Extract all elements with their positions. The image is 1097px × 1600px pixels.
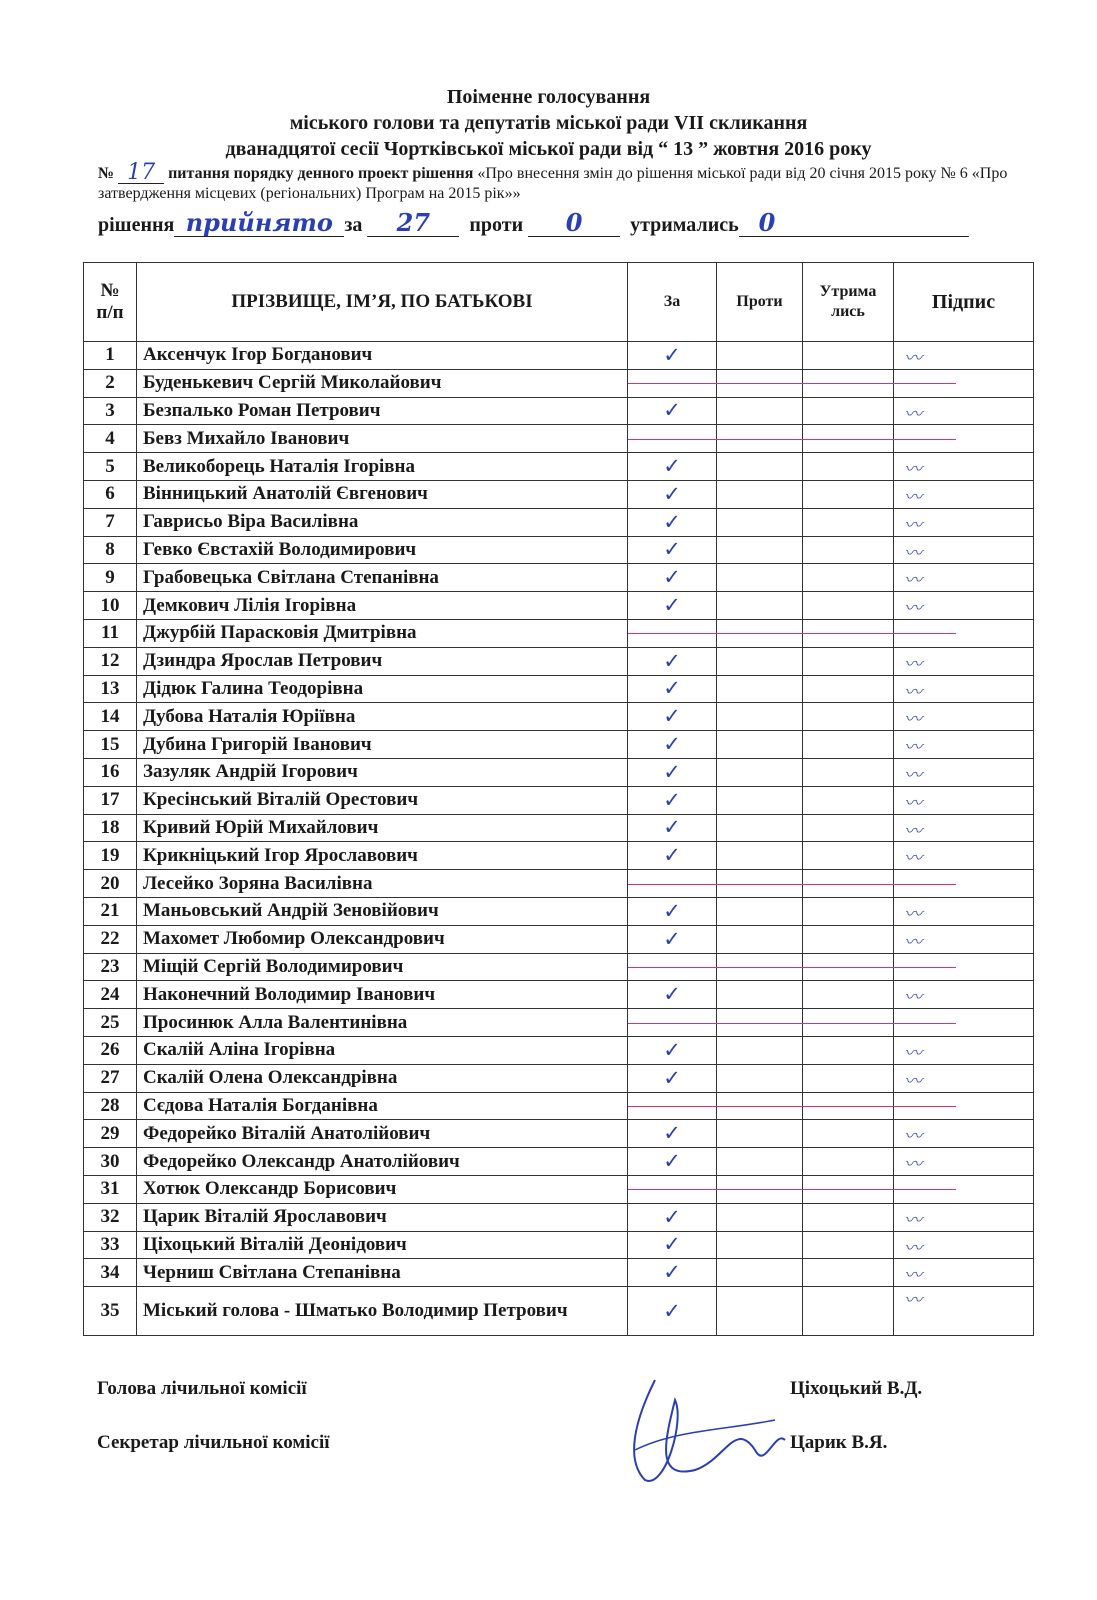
signature-mark: 〰 — [904, 1154, 920, 1176]
row-name: Дідюк Галина Теодорівна — [137, 675, 628, 703]
header-name: ПРІЗВИЩЕ, ІМ’Я, ПО БАТЬКОВІ — [137, 263, 628, 342]
row-proty — [717, 897, 803, 925]
signature-mark: 〰 — [904, 542, 920, 564]
row-utrym — [803, 1064, 894, 1092]
row-signature — [894, 1287, 1034, 1336]
row-za — [628, 1009, 717, 1037]
row-signature — [894, 536, 1034, 564]
table-row — [84, 1092, 1034, 1120]
table-row — [84, 369, 1034, 397]
header-num: № п/п — [84, 263, 137, 342]
signature-mark: 〰 — [904, 459, 920, 481]
row-proty — [717, 342, 803, 370]
row-proty — [717, 564, 803, 592]
header-utrym: Утрима лись — [803, 263, 894, 342]
row-proty — [717, 1064, 803, 1092]
row-name: Дубова Наталія Юріївна — [137, 703, 628, 731]
document-header — [0, 84, 1097, 162]
row-signature — [894, 1036, 1034, 1064]
signature-mark: 〰 — [904, 1126, 920, 1148]
signature-mark: 〰 — [904, 1070, 920, 1092]
row-number: 28 — [84, 1092, 137, 1120]
row-name: Зазуляк Андрій Ігорович — [137, 758, 628, 786]
row-number: 18 — [84, 814, 137, 842]
row-number: 1 — [84, 342, 137, 370]
signature-mark: 〰 — [904, 903, 920, 925]
row-name: Грабовецька Світлана Степанівна — [137, 564, 628, 592]
row-name: Джурбій Парасковія Дмитрівна — [137, 619, 628, 647]
row-name: Федорейко Олександр Анатолійович — [137, 1148, 628, 1176]
row-number: 5 — [84, 453, 137, 481]
table-row — [84, 870, 1034, 898]
row-signature — [894, 592, 1034, 620]
row-signature — [894, 342, 1034, 370]
row-proty — [717, 1148, 803, 1176]
agenda-topic — [98, 160, 1028, 204]
table-row — [84, 1036, 1034, 1064]
secretary-label: Секретар лічильної комісії — [97, 1432, 330, 1453]
row-name: Безпалько Роман Петрович — [137, 397, 628, 425]
row-signature — [894, 758, 1034, 786]
row-signature — [894, 897, 1034, 925]
signature-mark: 〰 — [904, 1265, 920, 1287]
table-row — [84, 564, 1034, 592]
row-signature — [894, 675, 1034, 703]
table-row — [84, 981, 1034, 1009]
row-utrym — [803, 647, 894, 675]
row-za: ✓ — [628, 536, 717, 564]
row-za: ✓ — [628, 1231, 717, 1259]
row-name: Великоборець Наталія Ігорівна — [137, 453, 628, 481]
against-value: 0 — [528, 210, 620, 237]
row-za: ✓ — [628, 1036, 717, 1064]
row-za — [628, 425, 717, 453]
row-proty — [717, 397, 803, 425]
row-number: 13 — [84, 675, 137, 703]
topic-text: «Про внесення змін до рішення міської ради від 20 січня 2015 року № 6 «Про затвердження місцевих (регіональних) Програм на 2015 рік»» — [98, 165, 1008, 202]
row-za — [628, 369, 717, 397]
table-row — [84, 953, 1034, 981]
signature-mark: 〰 — [904, 653, 920, 675]
row-name: Кривий Юрій Михайлович — [137, 814, 628, 842]
row-proty — [717, 814, 803, 842]
row-name: Хотюк Олександр Борисович — [137, 1175, 628, 1203]
row-utrym — [803, 814, 894, 842]
row-name: Федорейко Віталій Анатолійович — [137, 1120, 628, 1148]
row-number: 17 — [84, 786, 137, 814]
table-row — [84, 1009, 1034, 1037]
row-utrym — [803, 1203, 894, 1231]
table-header-row — [84, 263, 1034, 342]
row-number: 12 — [84, 647, 137, 675]
table-row — [84, 536, 1034, 564]
row-name: Царик Віталій Ярославович — [137, 1203, 628, 1231]
table-row — [84, 1175, 1034, 1203]
table-row — [84, 1120, 1034, 1148]
row-utrym — [803, 342, 894, 370]
table-row — [84, 731, 1034, 759]
row-name: Скалій Аліна Ігорівна — [137, 1036, 628, 1064]
header-session: дванадцятої сесії Чортківської міської ради від “ 13 ” жовтня 2016 року — [225, 138, 872, 160]
row-name: Маньовський Андрій Зеновійович — [137, 897, 628, 925]
table-row — [84, 897, 1034, 925]
row-number: 24 — [84, 981, 137, 1009]
chair-label: Голова лічильної комісії — [97, 1378, 307, 1399]
row-proty — [717, 1203, 803, 1231]
against-label: проти — [469, 214, 524, 236]
table-row — [84, 619, 1034, 647]
signature-mark: 〰 — [904, 598, 920, 620]
for-value: 27 — [367, 210, 459, 237]
row-za: ✓ — [628, 758, 717, 786]
row-za: ✓ — [628, 1148, 717, 1176]
table-row — [84, 842, 1034, 870]
row-proty — [717, 703, 803, 731]
signature-mark: 〰 — [904, 514, 920, 536]
row-utrym — [803, 592, 894, 620]
row-utrym — [803, 480, 894, 508]
table-row — [84, 425, 1034, 453]
topic-bold: питання порядку денного проект рішення — [168, 165, 474, 182]
row-utrym — [803, 925, 894, 953]
row-number: 11 — [84, 619, 137, 647]
row-signature — [894, 703, 1034, 731]
table-row — [84, 675, 1034, 703]
row-za — [628, 1092, 717, 1120]
table-row — [84, 647, 1034, 675]
row-name: Буденькевич Сергій Миколайович — [137, 369, 628, 397]
row-utrym — [803, 758, 894, 786]
header-title: Поіменне голосування — [446, 86, 651, 108]
row-signature — [894, 564, 1034, 592]
signature-mark: 〰 — [904, 737, 920, 759]
row-name: Наконечний Володимир Іванович — [137, 981, 628, 1009]
row-number: 8 — [84, 536, 137, 564]
row-signature — [894, 842, 1034, 870]
row-number: 16 — [84, 758, 137, 786]
row-za: ✓ — [628, 1259, 717, 1287]
row-za: ✓ — [628, 842, 717, 870]
row-number: 15 — [84, 731, 137, 759]
row-signature — [894, 786, 1034, 814]
chair-name: Ціхоцький В.Д. — [790, 1378, 923, 1399]
row-utrym — [803, 1148, 894, 1176]
row-name: Дубина Григорій Іванович — [137, 731, 628, 759]
row-za: ✓ — [628, 342, 717, 370]
row-utrym — [803, 897, 894, 925]
row-number: 21 — [84, 897, 137, 925]
row-signature — [894, 814, 1034, 842]
table-row — [84, 592, 1034, 620]
row-number: 2 — [84, 369, 137, 397]
row-signature — [894, 619, 1034, 647]
topic-num-prefix: № — [98, 165, 115, 182]
abstain-label: утримались — [630, 214, 739, 236]
row-utrym — [803, 397, 894, 425]
row-number: 33 — [84, 1231, 137, 1259]
row-signature — [894, 925, 1034, 953]
row-name: Гаврисьо Віра Василівна — [137, 508, 628, 536]
table-row — [84, 814, 1034, 842]
table-row — [84, 480, 1034, 508]
row-za: ✓ — [628, 1287, 717, 1336]
row-number: 6 — [84, 480, 137, 508]
signature-mark: 〰 — [904, 1042, 920, 1064]
row-signature — [894, 425, 1034, 453]
header-proty: Проти — [717, 263, 803, 342]
row-utrym — [803, 1287, 894, 1336]
row-za: ✓ — [628, 508, 717, 536]
row-za: ✓ — [628, 592, 717, 620]
row-za: ✓ — [628, 453, 717, 481]
row-proty — [717, 508, 803, 536]
row-proty — [717, 1120, 803, 1148]
row-name: Демкович Лілія Ігорівна — [137, 592, 628, 620]
header-subtitle: міського голови та депутатів міської ради VII скликання — [289, 112, 808, 134]
table-body — [84, 342, 1034, 1336]
row-proty — [717, 731, 803, 759]
row-utrym — [803, 703, 894, 731]
row-proty — [717, 1287, 803, 1336]
row-number: 4 — [84, 425, 137, 453]
table-row — [84, 758, 1034, 786]
row-name: Вінницький Анатолій Євгенович — [137, 480, 628, 508]
signature-mark: 〰 — [904, 1209, 920, 1231]
abstain-value: 0 — [739, 210, 969, 237]
row-proty — [717, 453, 803, 481]
signature-mark: 〰 — [904, 1290, 920, 1312]
signature-mark: 〰 — [904, 348, 920, 369]
row-number: 26 — [84, 1036, 137, 1064]
row-utrym — [803, 508, 894, 536]
row-za: ✓ — [628, 480, 717, 508]
row-name: Крикніцький Ігор Ярославович — [137, 842, 628, 870]
table-row — [84, 1064, 1034, 1092]
row-name: Міський голова - Шматько Володимир Петрович — [137, 1287, 628, 1336]
signature-mark: 〰 — [904, 709, 920, 731]
for-label: за — [344, 214, 363, 236]
row-proty — [717, 592, 803, 620]
signature-mark: 〰 — [904, 987, 920, 1009]
row-number: 14 — [84, 703, 137, 731]
signature-mark: 〰 — [904, 681, 920, 703]
table-row — [84, 786, 1034, 814]
table-row — [84, 1148, 1034, 1176]
row-signature — [894, 453, 1034, 481]
row-proty — [717, 758, 803, 786]
row-number: 35 — [84, 1287, 137, 1336]
row-utrym — [803, 981, 894, 1009]
row-signature — [894, 731, 1034, 759]
row-proty — [717, 647, 803, 675]
row-signature — [894, 953, 1034, 981]
row-za — [628, 619, 717, 647]
row-name: Гевко Євстахій Володимирович — [137, 536, 628, 564]
row-number: 19 — [84, 842, 137, 870]
row-za — [628, 1175, 717, 1203]
row-utrym — [803, 1259, 894, 1287]
row-signature — [894, 1064, 1034, 1092]
row-za: ✓ — [628, 397, 717, 425]
row-utrym — [803, 786, 894, 814]
row-signature — [894, 1175, 1034, 1203]
row-utrym — [803, 842, 894, 870]
row-za: ✓ — [628, 703, 717, 731]
row-za: ✓ — [628, 925, 717, 953]
row-name: Ціхоцький Віталій Деонідович — [137, 1231, 628, 1259]
row-number: 9 — [84, 564, 137, 592]
decision-line — [98, 210, 1028, 237]
row-za: ✓ — [628, 897, 717, 925]
row-number: 7 — [84, 508, 137, 536]
row-number: 34 — [84, 1259, 137, 1287]
row-signature — [894, 480, 1034, 508]
row-za: ✓ — [628, 1120, 717, 1148]
secretary-name: Царик В.Я. — [790, 1432, 888, 1453]
table-row — [84, 453, 1034, 481]
row-number: 20 — [84, 870, 137, 898]
signature-mark: 〰 — [904, 764, 920, 786]
row-proty — [717, 1036, 803, 1064]
row-utrym — [803, 453, 894, 481]
row-za: ✓ — [628, 1064, 717, 1092]
header-za: За — [628, 263, 717, 342]
table-row — [84, 397, 1034, 425]
row-number: 29 — [84, 1120, 137, 1148]
signature-mark: 〰 — [904, 820, 920, 842]
row-signature — [894, 1009, 1034, 1037]
row-za: ✓ — [628, 647, 717, 675]
row-za: ✓ — [628, 564, 717, 592]
table-row — [84, 703, 1034, 731]
row-utrym — [803, 1036, 894, 1064]
topic-number: 17 — [118, 163, 164, 184]
table-row — [84, 1231, 1034, 1259]
row-number: 31 — [84, 1175, 137, 1203]
signature-mark: 〰 — [904, 486, 920, 508]
row-za — [628, 953, 717, 981]
row-proty — [717, 925, 803, 953]
row-utrym — [803, 731, 894, 759]
row-signature — [894, 397, 1034, 425]
footer-signature — [615, 1360, 795, 1510]
row-za: ✓ — [628, 814, 717, 842]
row-za: ✓ — [628, 731, 717, 759]
row-proty — [717, 536, 803, 564]
row-signature — [894, 647, 1034, 675]
table-row — [84, 508, 1034, 536]
row-utrym — [803, 675, 894, 703]
table-row — [84, 1203, 1034, 1231]
row-signature — [894, 508, 1034, 536]
row-number: 22 — [84, 925, 137, 953]
row-name: Сєдова Наталія Богданівна — [137, 1092, 628, 1120]
row-signature — [894, 369, 1034, 397]
signature-mark: 〰 — [904, 931, 920, 953]
row-za — [628, 870, 717, 898]
vote-table — [83, 262, 1034, 1336]
row-proty — [717, 480, 803, 508]
row-proty — [717, 981, 803, 1009]
row-number: 3 — [84, 397, 137, 425]
row-utrym — [803, 536, 894, 564]
decision-label: рішення — [98, 214, 175, 236]
row-signature — [894, 1120, 1034, 1148]
row-utrym — [803, 1231, 894, 1259]
signature-mark: 〰 — [904, 792, 920, 814]
row-za: ✓ — [628, 675, 717, 703]
row-signature — [894, 1259, 1034, 1287]
row-signature — [894, 1231, 1034, 1259]
row-utrym — [803, 1120, 894, 1148]
header-signature: Підпис — [894, 263, 1034, 342]
table-row — [84, 1259, 1034, 1287]
row-name: Аксенчук Ігор Богданович — [137, 342, 628, 370]
row-proty — [717, 1259, 803, 1287]
table-row — [84, 1287, 1034, 1336]
row-za: ✓ — [628, 981, 717, 1009]
table-row — [84, 342, 1034, 370]
row-signature — [894, 1092, 1034, 1120]
row-utrym — [803, 564, 894, 592]
row-number: 32 — [84, 1203, 137, 1231]
row-signature — [894, 981, 1034, 1009]
row-name: Махомет Любомир Олександрович — [137, 925, 628, 953]
signature-mark: 〰 — [904, 1237, 920, 1259]
row-proty — [717, 786, 803, 814]
row-name: Кресінський Віталій Орестович — [137, 786, 628, 814]
row-signature — [894, 870, 1034, 898]
signature-mark: 〰 — [904, 570, 920, 592]
signature-mark: 〰 — [904, 848, 920, 870]
row-name: Міщій Сергій Володимирович — [137, 953, 628, 981]
row-name: Дзиндра Ярослав Петрович — [137, 647, 628, 675]
row-za: ✓ — [628, 1203, 717, 1231]
row-number: 30 — [84, 1148, 137, 1176]
decision-result: прийнято — [174, 210, 344, 237]
row-za: ✓ — [628, 786, 717, 814]
row-name: Лесейко Зоряна Василівна — [137, 870, 628, 898]
row-signature — [894, 1148, 1034, 1176]
table-row — [84, 925, 1034, 953]
row-number: 27 — [84, 1064, 137, 1092]
row-signature — [894, 1203, 1034, 1231]
row-name: Скалій Олена Олександрівна — [137, 1064, 628, 1092]
signature-mark: 〰 — [904, 403, 920, 425]
row-number: 25 — [84, 1009, 137, 1037]
row-name: Черниш Світлана Степанівна — [137, 1259, 628, 1287]
row-name: Просинюк Алла Валентинівна — [137, 1009, 628, 1037]
row-proty — [717, 675, 803, 703]
row-number: 23 — [84, 953, 137, 981]
row-number: 10 — [84, 592, 137, 620]
row-name: Бевз Михайло Іванович — [137, 425, 628, 453]
row-proty — [717, 842, 803, 870]
row-proty — [717, 1231, 803, 1259]
